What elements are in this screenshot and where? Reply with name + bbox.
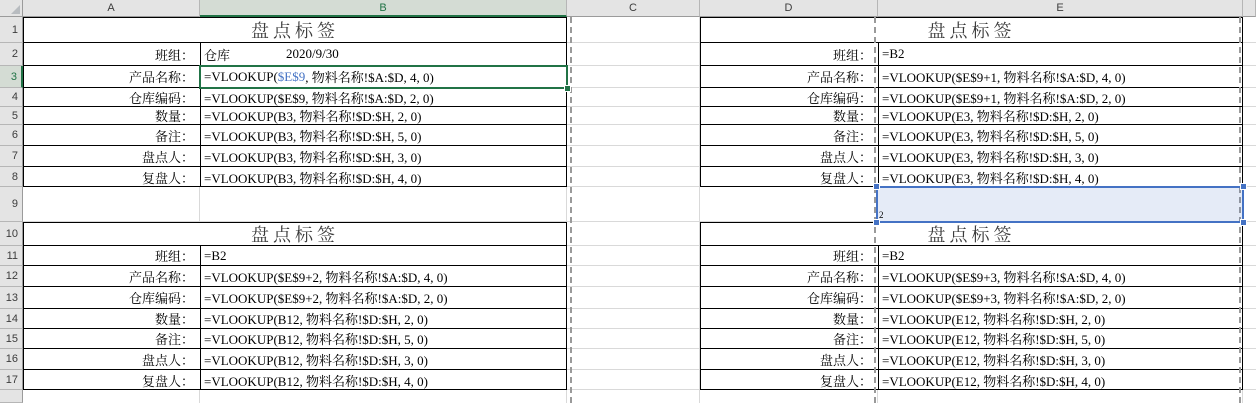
- cell-text: =VLOOKUP(B12, 物料名称!$D:$H, 5, 0): [204, 332, 428, 347]
- block-row: [24, 146, 566, 167]
- active-cell-selection-border: [199, 65, 568, 89]
- cell-B8[interactable]: [201, 167, 566, 187]
- block-row: [24, 370, 566, 390]
- cell-text: =VLOOKUP(E3, 物料名称!$D:$H, 4, 0): [882, 170, 1099, 186]
- cell-D16[interactable]: 盘点人：: [701, 349, 879, 369]
- block-row: [701, 125, 1242, 146]
- cell-text: =VLOOKUP(E3, 物料名称!$D:$H, 5, 0): [882, 128, 1099, 144]
- block-row: [701, 66, 1242, 88]
- cell-A13[interactable]: 仓库编码：: [24, 287, 201, 308]
- block-row: [24, 88, 566, 107]
- cell-D12[interactable]: 产品名称：: [701, 266, 879, 286]
- cell-E8[interactable]: [879, 167, 1242, 187]
- block-row: [24, 266, 566, 287]
- label-block-1: [23, 17, 567, 187]
- cell-D8[interactable]: 复盘人：: [701, 167, 879, 187]
- block-row: [701, 107, 1242, 125]
- cell-D6[interactable]: 备注：: [701, 125, 879, 145]
- cell-text: =VLOOKUP(E12, 物料名称!$D:$H, 2, 0): [882, 312, 1106, 327]
- cell-B6[interactable]: [201, 125, 566, 145]
- row-header-10[interactable]: 10: [0, 222, 23, 246]
- reference-range-handle[interactable]: [1240, 219, 1247, 226]
- cell-E5[interactable]: [879, 107, 1242, 124]
- row-header-13[interactable]: 13: [0, 287, 23, 309]
- cell-text: =VLOOKUP($E$9+3, 物料名称!$A:$D, 4, 0): [882, 269, 1126, 285]
- cell-text: =VLOOKUP($E$9+1, 物料名称!$A:$D, 2, 0): [882, 90, 1126, 106]
- cell-A2[interactable]: 班组：: [24, 43, 201, 65]
- page-break-line: [570, 17, 572, 403]
- block-row: [24, 246, 566, 266]
- cell-E3[interactable]: [879, 66, 1242, 87]
- cell-A6[interactable]: 备注：: [24, 125, 201, 145]
- row-header-9[interactable]: 9: [0, 187, 23, 222]
- block-row: [701, 246, 1242, 266]
- label-block-3: [700, 17, 1243, 187]
- cell-E2[interactable]: [879, 43, 1242, 65]
- cell-A12[interactable]: 产品名称：: [24, 266, 201, 286]
- column-header-F[interactable]: [1243, 0, 1256, 17]
- cell-D10-E10-title[interactable]: 盘点标签: [701, 223, 1242, 246]
- cell-A10-B10-title[interactable]: 盘点标签: [24, 223, 566, 246]
- cell-text: =VLOOKUP(E3, 物料名称!$D:$H, 3, 0): [882, 149, 1099, 165]
- cell-text: =VLOOKUP(B3, 物料名称!$D:$H, 5, 0): [204, 128, 422, 144]
- cell-D5[interactable]: 数量：: [701, 107, 879, 124]
- cell-E6[interactable]: [879, 125, 1242, 145]
- row-header-3[interactable]: 3: [0, 66, 23, 88]
- cell-A4[interactable]: 仓库编码：: [24, 88, 201, 106]
- cell-E7[interactable]: [879, 146, 1242, 166]
- cell-A3[interactable]: 产品名称：: [24, 66, 201, 87]
- row-header-18[interactable]: [0, 390, 23, 403]
- fill-handle[interactable]: [564, 85, 571, 92]
- row-header-15[interactable]: 15: [0, 329, 23, 349]
- block-row: [701, 167, 1242, 187]
- cell-B13[interactable]: [201, 287, 566, 308]
- label-block-2: [23, 222, 567, 390]
- row-header-7[interactable]: 7: [0, 146, 23, 167]
- column-header-B[interactable]: B: [200, 0, 567, 17]
- column-header-E[interactable]: E: [878, 0, 1243, 17]
- row-header-5[interactable]: 5: [0, 107, 23, 125]
- cell-B17[interactable]: [201, 370, 566, 390]
- block-row: [24, 107, 566, 125]
- block-row: [24, 167, 566, 187]
- cell-A17[interactable]: 复盘人：: [24, 370, 201, 390]
- cell-text: =VLOOKUP($E$9+3, 物料名称!$A:$D, 2, 0): [882, 291, 1126, 306]
- block-row: [701, 43, 1242, 66]
- row-header-2[interactable]: 2: [0, 43, 23, 66]
- cell-text: =VLOOKUP(E3, 物料名称!$D:$H, 2, 0): [882, 109, 1099, 124]
- block-row: [24, 349, 566, 370]
- column-header-D[interactable]: D: [700, 0, 878, 17]
- cell-B11[interactable]: [201, 246, 566, 265]
- row-header-6[interactable]: 6: [0, 125, 23, 146]
- reference-range-handle[interactable]: [1240, 183, 1247, 190]
- cell-E12[interactable]: [879, 266, 1242, 286]
- formula-reference: $E$9: [277, 68, 306, 84]
- row-header-17[interactable]: 17: [0, 370, 23, 390]
- cell-A5[interactable]: 数量：: [24, 107, 201, 124]
- cell-E16[interactable]: [879, 349, 1242, 369]
- cell-text: 仓库: [204, 47, 231, 63]
- block-row: [24, 43, 566, 66]
- block-row: [701, 146, 1242, 167]
- cell-E4[interactable]: [879, 88, 1242, 106]
- cell-text: =VLOOKUP(B3, 物料名称!$D:$H, 3, 0): [204, 149, 422, 165]
- select-all-corner[interactable]: [0, 0, 23, 17]
- cell-B12[interactable]: [201, 266, 566, 286]
- cell-D2[interactable]: 班组：: [701, 43, 879, 65]
- block-row: [24, 125, 566, 146]
- label-block-4: [700, 222, 1243, 390]
- reference-range-handle[interactable]: [873, 219, 880, 226]
- cell-text: =VLOOKUP($E$9+1, 物料名称!$A:$D, 4, 0): [882, 70, 1126, 85]
- reference-range-handle[interactable]: [873, 183, 880, 190]
- cell-text: =VLOOKUP(B12, 物料名称!$D:$H, 3, 0): [204, 352, 428, 368]
- row-header-1[interactable]: 1: [0, 17, 23, 43]
- cell-B16[interactable]: [201, 349, 566, 369]
- cell-E9-value: 2: [879, 210, 884, 220]
- cell-D17[interactable]: 复盘人：: [701, 370, 879, 390]
- block-row: [24, 287, 566, 309]
- cell-text: =B2: [204, 247, 227, 263]
- cell-D4[interactable]: 仓库编码：: [701, 88, 879, 106]
- cell-B2[interactable]: [201, 43, 566, 65]
- block-row: [701, 329, 1242, 349]
- block-row: [701, 88, 1242, 107]
- block-row: [701, 287, 1242, 309]
- cell-date-text: 2020/9/30: [286, 46, 339, 61]
- block-row: [701, 370, 1242, 390]
- cell-D14[interactable]: 数量：: [701, 309, 879, 328]
- cell-B7[interactable]: [201, 146, 566, 166]
- cell-text: =VLOOKUP(E12, 物料名称!$D:$H, 4, 0): [882, 373, 1106, 389]
- row-header-8[interactable]: 8: [0, 167, 23, 187]
- formula-prefix: =VLOOKUP(: [204, 68, 278, 84]
- cell-text: =VLOOKUP(B12, 物料名称!$D:$H, 2, 0): [204, 312, 428, 327]
- cell-D11[interactable]: 班组：: [701, 246, 879, 265]
- cell-text: =B2: [882, 46, 905, 61]
- cell-A15[interactable]: 备注：: [24, 329, 201, 348]
- cell-D13[interactable]: 仓库编码：: [701, 287, 879, 308]
- cell-text: =VLOOKUP(B3, 物料名称!$D:$H, 2, 0): [204, 109, 422, 124]
- cell-A16[interactable]: 盘点人：: [24, 349, 201, 369]
- cell-A8[interactable]: 复盘人：: [24, 167, 201, 187]
- cell-E14[interactable]: [879, 309, 1242, 328]
- cell-A7[interactable]: 盘点人：: [24, 146, 201, 166]
- cell-E15[interactable]: [879, 329, 1242, 348]
- formula-suffix: , 物料名称!$A:$D, 4, 0): [305, 70, 434, 85]
- cell-E11[interactable]: [879, 246, 1242, 265]
- row-header-4[interactable]: 4: [0, 88, 23, 107]
- block-row: [701, 349, 1242, 370]
- row-header-11[interactable]: 11: [0, 246, 23, 266]
- cell-A1-B1-title[interactable]: 盘点标签: [24, 18, 566, 43]
- block-row: [701, 266, 1242, 287]
- cell-D7[interactable]: 盘点人：: [701, 146, 879, 166]
- block-row: [701, 309, 1242, 329]
- column-header-C[interactable]: C: [567, 0, 700, 17]
- cell-D1-E1-title[interactable]: 盘点标签: [701, 18, 1242, 43]
- cell-text: =VLOOKUP($E$9+2, 物料名称!$A:$D, 2, 0): [204, 291, 448, 306]
- cell-E13[interactable]: [879, 287, 1242, 308]
- row-header-12[interactable]: 12: [0, 266, 23, 287]
- cell-text: =VLOOKUP(E12, 物料名称!$D:$H, 3, 0): [882, 352, 1106, 368]
- cell-text: =VLOOKUP(B3, 物料名称!$D:$H, 4, 0): [204, 170, 422, 186]
- select-all-triangle-icon: [11, 5, 20, 14]
- cell-text: =VLOOKUP(E12, 物料名称!$D:$H, 5, 0): [882, 332, 1106, 347]
- row-header-14[interactable]: 14: [0, 309, 23, 329]
- block-row: [24, 309, 566, 329]
- cell-A14[interactable]: 数量：: [24, 309, 201, 328]
- cell-text: =VLOOKUP($E$9, 物料名称!$A:$D, 2, 0): [204, 90, 434, 106]
- cell-text: =VLOOKUP($E$9+2, 物料名称!$A:$D, 4, 0): [204, 269, 448, 285]
- cell-B14[interactable]: [201, 309, 566, 328]
- cell-E17[interactable]: [879, 370, 1242, 390]
- cell-text: =VLOOKUP(B12, 物料名称!$D:$H, 4, 0): [204, 373, 428, 389]
- cell-text: =B2: [882, 247, 905, 263]
- cell-D15[interactable]: 备注：: [701, 329, 879, 348]
- column-header-A[interactable]: A: [23, 0, 200, 17]
- cell-B15[interactable]: [201, 329, 566, 348]
- cell-A11[interactable]: 班组：: [24, 246, 201, 265]
- cell-B4[interactable]: [201, 88, 566, 106]
- row-header-16[interactable]: 16: [0, 349, 23, 370]
- block-row: [24, 329, 566, 349]
- cell-D3[interactable]: 产品名称：: [701, 66, 879, 87]
- cell-B5[interactable]: [201, 107, 566, 124]
- reference-cell-E9[interactable]: [876, 186, 1244, 223]
